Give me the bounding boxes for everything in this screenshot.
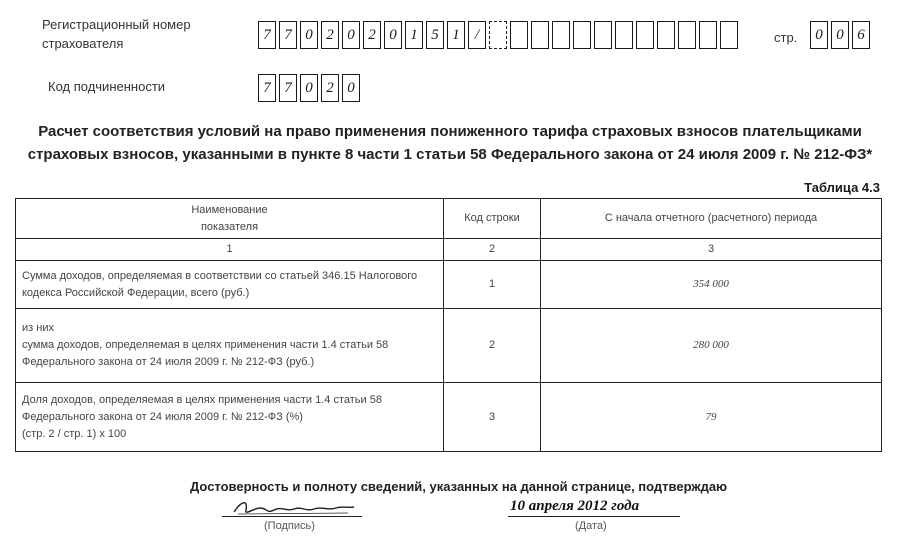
column-number-2: 2	[444, 239, 541, 261]
reg-number-cell: /	[468, 21, 486, 49]
header-code: Код строки	[444, 199, 541, 239]
column-number-3: 3	[541, 239, 882, 261]
reg-number-cell	[657, 21, 675, 49]
row-3-name-line1: Доля доходов, определяемая в целях применения части 1.4 статьи 58	[22, 393, 382, 406]
table-number: Таблица 4.3	[804, 180, 880, 195]
signature-line	[222, 516, 362, 517]
row-2-code: 2	[444, 309, 541, 383]
header-period: С начала отчетного (расчетного) периода	[541, 199, 882, 239]
form-title-line2: страховых взносов, указанными в пункте 8 части 1 статьи 58 Федерального закона от 24 июля 2009 г. № 212-ФЗ*	[27, 146, 873, 163]
row-1-name	[16, 261, 444, 309]
reg-number-cell	[636, 21, 654, 49]
reg-number-cell: 7	[279, 21, 297, 49]
page-number-cells	[810, 21, 873, 49]
reg-number-cell	[699, 21, 717, 49]
reg-number-cells	[258, 21, 741, 49]
table-row	[16, 261, 882, 309]
date-value: 10 апреля 2012 года	[510, 498, 640, 514]
reg-number-cell	[720, 21, 738, 49]
reg-number-cell	[552, 21, 570, 49]
subordination-code-cell: 2	[321, 74, 339, 102]
form-title-line1: Расчет соответствия условий на право применения пониженного тарифа страховых взносов плательщиками	[38, 123, 862, 140]
row-2-name-line3: Федерального закона от 24 июля 2009 г. № 212-ФЗ (руб.)	[22, 356, 315, 368]
reg-number-label-line2: страхователя	[42, 36, 124, 51]
form-title	[10, 120, 890, 166]
row-2-name-line1: из них	[22, 322, 54, 334]
row-3-name	[16, 383, 444, 452]
row-2-name	[16, 309, 444, 383]
reg-number-label-line1: Регистрационный номер	[42, 17, 191, 32]
row-2-value: 280 000	[541, 309, 882, 383]
row-3-code: 3	[444, 383, 541, 452]
row-3-name-line2: Федерального закона от 24 июля 2009 г. № 212-ФЗ (%)	[22, 410, 303, 423]
reg-number-cell: 2	[363, 21, 381, 49]
reg-number-cell: 7	[258, 21, 276, 49]
reg-number-cell	[531, 21, 549, 49]
reg-number-cell	[594, 21, 612, 49]
reg-number-cell: 0	[384, 21, 402, 49]
reg-number-cell	[573, 21, 591, 49]
column-number-row	[16, 239, 882, 261]
row-2-name-line2: сумма доходов, определяемая в целях применения части 1.4 статьи 58	[22, 339, 389, 351]
reg-number-cell: 1	[405, 21, 423, 49]
signature-caption: (Подпись)	[264, 520, 315, 532]
reg-number-label	[42, 15, 191, 53]
date-caption: (Дата)	[575, 520, 607, 532]
reg-number-cell	[510, 21, 528, 49]
reg-number-cell: 0	[300, 21, 318, 49]
subordination-code-cell: 7	[279, 74, 297, 102]
table-row	[16, 383, 882, 452]
date-line	[508, 516, 680, 517]
header-name-line2: показателя	[200, 220, 259, 233]
reg-number-cell: 2	[321, 21, 339, 49]
page-label: стр.	[774, 30, 798, 45]
row-1-name-line1: Сумма доходов, определяемая в соответствии со статьей 346.15 Налогового	[22, 269, 418, 282]
reg-number-cell: 5	[426, 21, 444, 49]
row-1-code: 1	[444, 261, 541, 309]
row-1-value: 354 000	[541, 261, 882, 309]
reg-number-cell	[489, 21, 507, 49]
row-3-value: 79	[541, 383, 882, 452]
reg-number-cell	[615, 21, 633, 49]
page-number-cell: 0	[831, 21, 849, 49]
reg-number-cell: 1	[447, 21, 465, 49]
row-1-name-line2: кодекса Российской Федерации, всего (руб.)	[22, 286, 250, 299]
header-name	[16, 199, 444, 239]
table-header-row	[16, 199, 882, 239]
subordination-code-cell: 0	[342, 74, 360, 102]
subordination-code-cell: 0	[300, 74, 318, 102]
row-3-name-line3: (стр. 2 / стр. 1) x 100	[22, 427, 127, 440]
header-name-line1: Наименование	[191, 203, 268, 216]
indicators-table	[15, 198, 882, 452]
page-number-cell: 6	[852, 21, 870, 49]
table-row	[16, 309, 882, 383]
reg-number-cell	[678, 21, 696, 49]
column-number-1: 1	[16, 239, 444, 261]
confirmation-text: Достоверность и полноту сведений, указанных на данной странице, подтверждаю	[190, 479, 728, 494]
subordination-code-cell: 7	[258, 74, 276, 102]
reg-number-cell: 0	[342, 21, 360, 49]
subordination-code-cells	[258, 74, 363, 102]
page-number-cell: 0	[810, 21, 828, 49]
subordination-code-label: Код подчиненности	[48, 79, 166, 94]
